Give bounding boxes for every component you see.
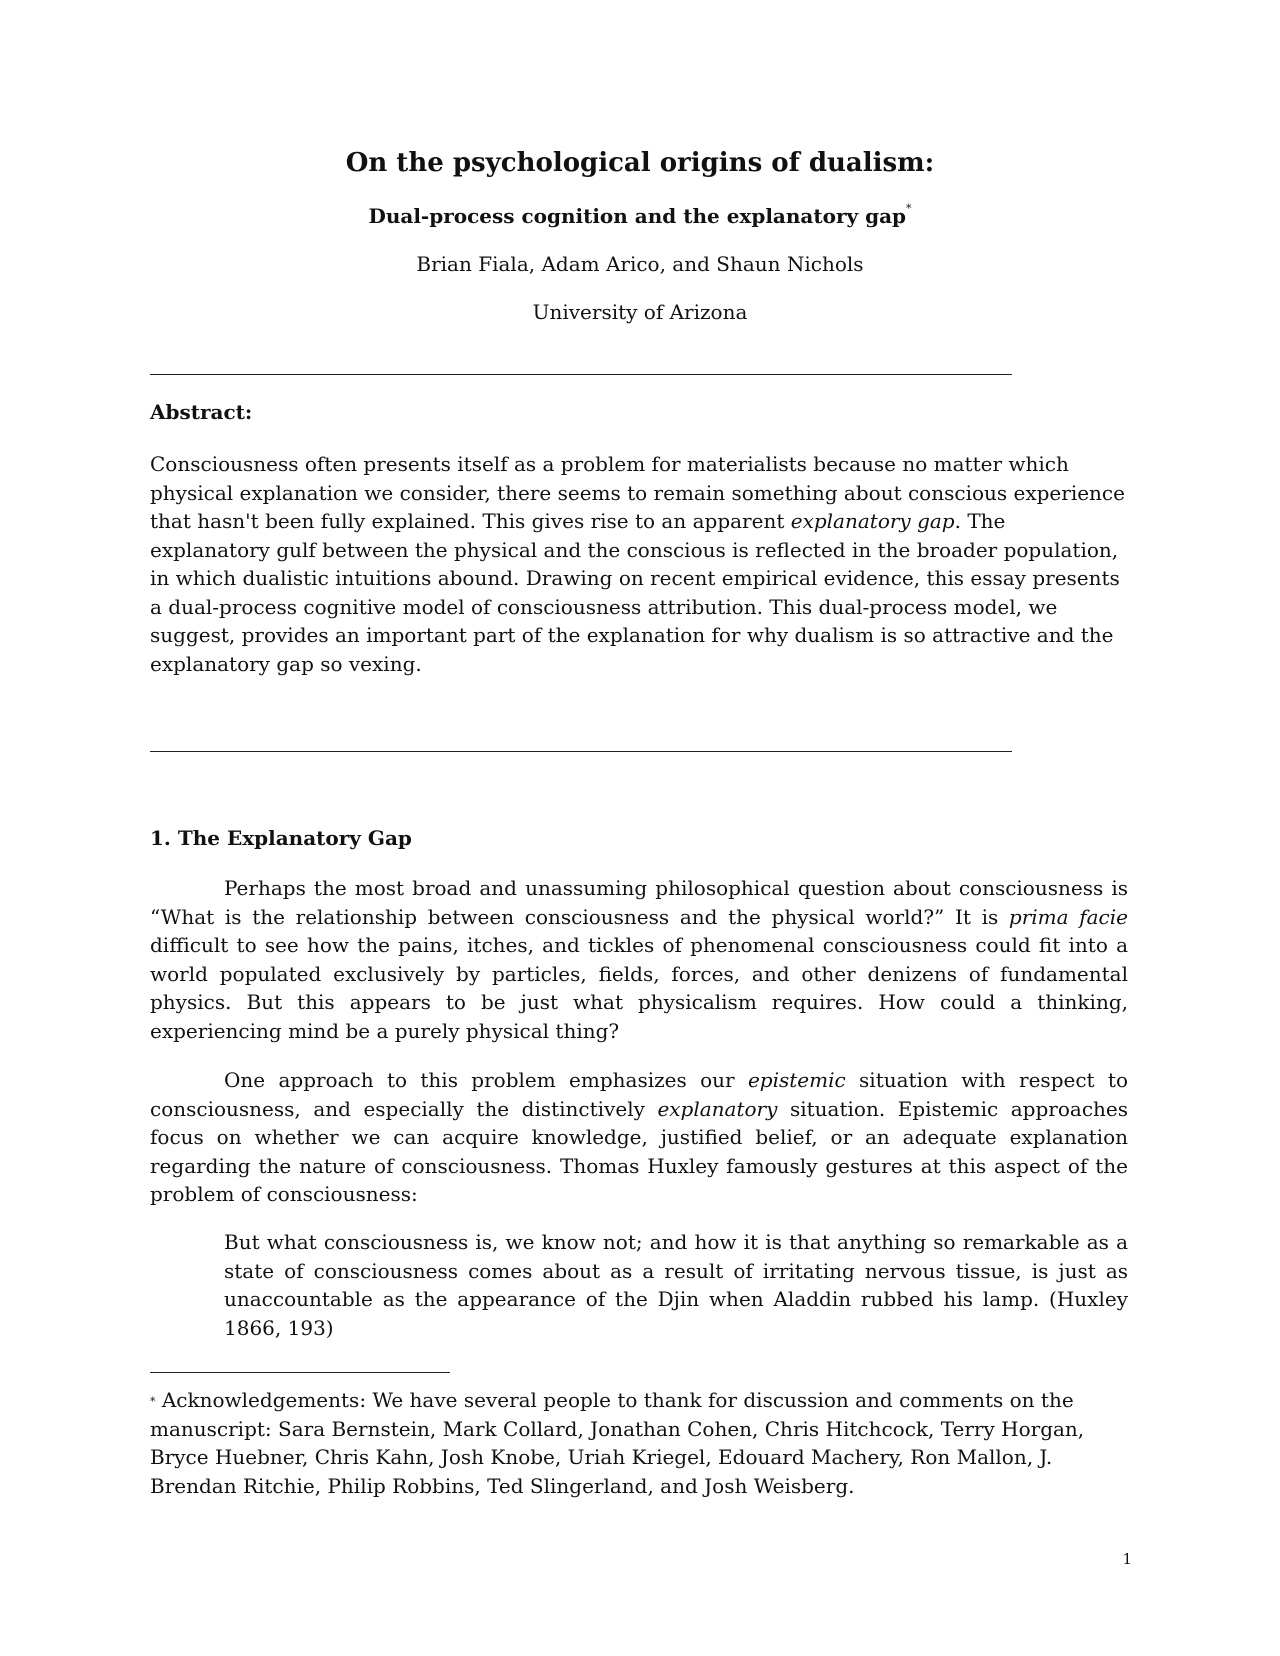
- p1-emphasis: prima facie: [1008, 904, 1128, 929]
- p2-text-a: One approach to this problem emphasizes our: [224, 1068, 748, 1092]
- section-heading: 1. The Explanatory Gap: [150, 826, 412, 850]
- abstract-emphasis: explanatory gap: [790, 509, 955, 533]
- subtitle-footnote-marker: *: [906, 202, 912, 215]
- abstract-heading: Abstract:: [150, 400, 253, 424]
- body-paragraph-1: [150, 874, 1128, 1045]
- page-number: 1: [1122, 1550, 1132, 1568]
- abstract-bottom-rule: [150, 751, 1012, 752]
- p2-text-b: situation with respect to consciousness, and especially the distinctively: [150, 1068, 1128, 1121]
- footnote-separator: [150, 1372, 450, 1373]
- p2-emphasis-2: explanatory: [657, 1096, 778, 1121]
- paper-subtitle: [0, 204, 1280, 228]
- body-paragraph-2: [150, 1066, 1128, 1209]
- p1-text-b: difficult to see how the pains, itches, and tickles of phenomenal consciousness could fit into a world populated exclusively by particles, fields, forces, and other denizens of fundamental physics. But this appears to be just what physicalism requires. How could a thinking, experiencing mind be a purely physical thing?: [150, 933, 1128, 1043]
- footnote-text: Acknowledgements: We have several people to thank for discussion and comments on the manuscript: Sara Bernstein, Mark Collard, Jonathan Cohen, Chris Hitchcock, Terry Horgan, Bryce Huebner, Chris Kahn, Josh Knobe, Uriah Kriegel, Edouard Machery, Ron Mallon, J. Brendan Ritchie, Philip Robbins, Ted Slingerland, and Josh Weisberg.: [150, 1388, 1085, 1498]
- author-list: Brian Fiala, Adam Arico, and Shaun Nichols: [416, 252, 864, 276]
- footnote-marker: *: [150, 1395, 156, 1408]
- subtitle-text: Dual-process cognition and the explanatory gap: [368, 204, 907, 228]
- abstract-body: [150, 450, 1130, 678]
- p2-text-c: situation. Epistemic approaches focus on whether we can acquire knowledge, justified belief, or an adequate explanation regarding the nature of consciousness. Thomas Huxley famously gestures at this aspect of the problem of consciousness:: [150, 1096, 1128, 1206]
- footnote: [150, 1386, 1128, 1500]
- paper-title: On the psychological origins of dualism:: [345, 148, 935, 178]
- block-quote: But what consciousness is, we know not; and how it is that anything so remarkable as a state of consciousness comes about as a result of irritating nervous tissue, is just as unaccountable as the appearance of the Djin when Aladdin rubbed his lamp. (Huxley 1866, 193): [224, 1230, 1128, 1340]
- abstract-top-rule: [150, 374, 1012, 375]
- abstract-text-part1: Consciousness often presents itself as a problem for materialists because no matter which physical explanation we consider, there seems to remain something about conscious experience that hasn't been fully explained. This gives rise to an apparent: [150, 452, 1125, 533]
- p2-emphasis-1: epistemic: [747, 1068, 846, 1092]
- affiliation: University of Arizona: [532, 300, 748, 324]
- abstract-text-part2: . The explanatory gulf between the physical and the conscious is reflected in the broader population, in which dualistic intuitions abound. Drawing on recent empirical evidence, this essay presents a dual-process cognitive model of consciousness attribution. This dual-process model, we suggest, provides an important part of the explanation for why dualism is so attractive and the explanatory gap so vexing.: [150, 509, 1120, 676]
- p1-text-a: Perhaps the most broad and unassuming philosophical question about consciousness is “What is the relationship between consciousness and the physical world?” It is: [150, 876, 1128, 929]
